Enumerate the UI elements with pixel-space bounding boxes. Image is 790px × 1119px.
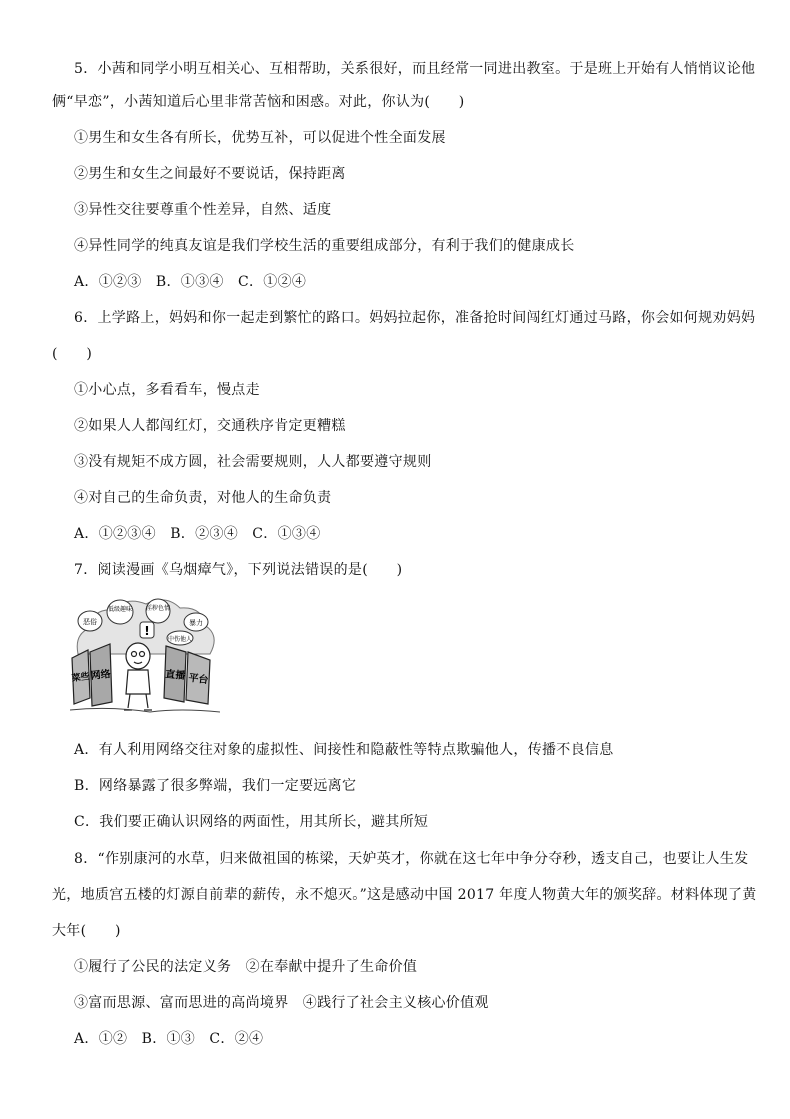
q5-stem-line1: 5．小茜和同学小明互相关心、互相帮助，关系很好，而且经常一同进出教室。于是班上开始有人悄悄议论他 xyxy=(74,61,756,77)
bubble-text-4: 暴力 xyxy=(189,619,203,627)
child-figure xyxy=(124,643,152,710)
q8-stem-line1: 8．“作别康河的水草，归来做祖国的栋梁，天妒英才，你就在这七年中争分夺秒，透支自己，也要让人生发 xyxy=(74,851,749,867)
q7-option-b: B．网络暴露了很多弊端，我们一定要远离它 xyxy=(74,778,357,794)
q6-option-2: ②如果人人都闯红灯，交通秩序肯定更糟糕 xyxy=(74,418,346,434)
q6-option-1: ①小心点，多看看车，慢点走 xyxy=(74,382,260,398)
q6-option-3: ③没有规矩不成方圆，社会需要规则，人人都要遵守规则 xyxy=(74,454,432,470)
q8-stem-line3: 大年( ) xyxy=(52,923,121,939)
q5-option-2: ②男生和女生之间最好不要说话，保持距离 xyxy=(74,166,346,182)
comic-drawing xyxy=(70,594,220,716)
q6-option-4: ④对自己的生命负责，对他人的生命负责 xyxy=(74,490,332,506)
q5-choices: A．①②③ B．①③④ C．①②④ xyxy=(74,274,307,290)
q6-stem-line1: 6．上学路上，妈妈和你一起走到繁忙的路口。妈妈拉起你，准备抢时间闯红灯通过马路，你会如何规劝妈妈 xyxy=(74,310,756,326)
sign-text-2: 网络 xyxy=(90,668,112,683)
q6-choices: A．①②③④ B．②③④ C．①③④ xyxy=(74,526,321,542)
bubble-text-1: 恶俗 xyxy=(83,618,97,626)
comic-illustration xyxy=(70,594,220,716)
q8-options-row2: ③富而思源、富而思进的高尚境界 ④践行了社会主义核心价值观 xyxy=(74,995,489,1011)
q7-option-a: A．有人利用网络交往对象的虚拟性、间接性和隐蔽性等特点欺骗他人，传播不良信息 xyxy=(74,742,614,758)
sign-text-3: 直播 xyxy=(164,668,186,683)
svg-text:!: ! xyxy=(144,624,150,638)
q7-stem: 7．阅读漫画《乌烟瘴气》，下列说法错误的是( ) xyxy=(74,562,403,578)
q8-options-row1: ①履行了公民的法定义务 ②在奉献中提升了生命价值 xyxy=(74,959,418,975)
q5-option-3: ③异性交往要尊重个性差异，自然、适度 xyxy=(74,202,332,218)
bubble-text-5: 中伤他人 xyxy=(167,636,193,643)
q8-stem-line2: 光，地质宫五楼的灯源自前辈的薪传，永不熄灭。”这是感动中国 2017 年度人物黄大年的颁奖辞。材料体现了黄 xyxy=(52,887,757,903)
q8-choices: A．①② B．①③ C．②④ xyxy=(74,1031,264,1047)
sign-text-4: 平台 xyxy=(187,672,210,687)
q6-stem-line2: ( ) xyxy=(52,346,93,362)
sign-text-1: 菜些 xyxy=(71,671,91,685)
q5-option-1: ①男生和女生各有所长，优势互补，可以促进个性全面发展 xyxy=(74,130,446,146)
q7-option-c: C．我们要正确认识网络的两面性，用其所长，避其所短 xyxy=(74,814,429,830)
bubble-text-2: 低级趣味 xyxy=(107,606,133,613)
bubble-text-3: 淫秽色情 xyxy=(145,605,171,612)
q5-stem-line2: 俩“早恋”，小茜知道后心里非常苦恼和困惑。对此，你认为( ) xyxy=(52,94,465,110)
q5-option-4: ④异性同学的纯真友谊是我们学校生活的重要组成部分，有利于我们的健康成长 xyxy=(74,238,575,254)
